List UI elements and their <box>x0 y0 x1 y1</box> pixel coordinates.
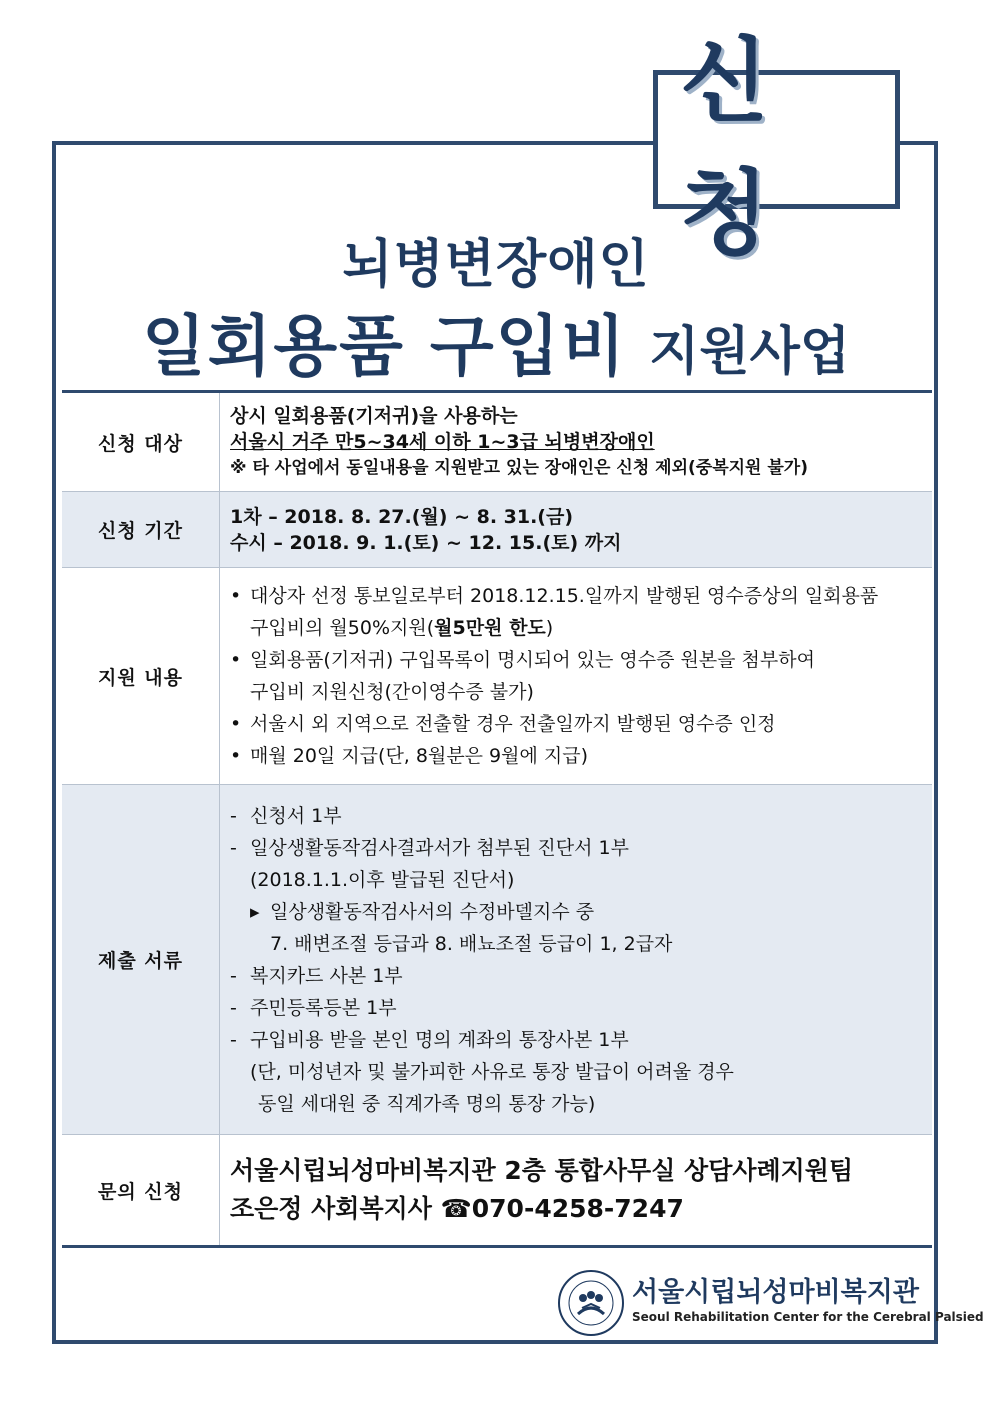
row-inquiry <box>62 1135 932 1247</box>
organization-logo <box>556 1268 984 1340</box>
limit-text: 월5만원 한도 <box>434 617 546 639</box>
label-period: 신청 기간 <box>62 492 220 568</box>
list-item: - 일상생활동작검사결과서가 첨부된 진단서 1부 <box>230 836 629 859</box>
seal-icon <box>556 1268 626 1338</box>
row-target <box>62 392 932 492</box>
period-line1: 1차 – 2018. 8. 27.(월) ~ 8. 31.(금) <box>230 505 574 528</box>
list-item-cont: (단, 미성년자 및 불가피한 사유로 통장 발급이 어려울 경우 <box>250 1060 734 1083</box>
label-inquiry: 문의 신청 <box>62 1135 220 1247</box>
inquiry-line2: 조은정 사회복지사 ☎070-4258-7247 <box>230 1194 684 1223</box>
arrow-icon: ▸ <box>250 900 260 923</box>
list-item: - 구입비용 받을 본인 명의 계좌의 통장사본 1부 <box>230 1028 629 1051</box>
list-item: • 대상자 선정 통보일로부터 2018.12.15.일까지 발행된 영수증상의 일회용품 <box>230 585 879 607</box>
title-line1: 뇌병변장애인 <box>342 235 650 295</box>
content-inquiry <box>220 1135 933 1247</box>
inquiry-line1: 서울시립뇌성마비복지관 2층 통합사무실 상담사례지원팀 <box>230 1156 854 1185</box>
title-sub: 지원사업 <box>649 322 851 382</box>
row-period <box>62 492 932 568</box>
list-item: - 복지카드 사본 1부 <box>230 964 403 987</box>
list-item-cont: 구입비 지원신청(간이영수증 불가) <box>250 681 534 703</box>
title-main: 일회용품 구입비 <box>141 308 628 385</box>
application-stamp <box>653 27 900 267</box>
list-item: • 일회용품(기저귀) 구입목록이 명시되어 있는 영수증 원본을 첨부하여 <box>230 649 815 671</box>
label-docs: 제출 서류 <box>62 785 220 1135</box>
content-docs <box>220 785 933 1135</box>
logo-name-en: Seoul Rehabilitation Center for the Cerebral Palsied <box>632 1310 984 1324</box>
label-support: 지원 내용 <box>62 568 220 785</box>
row-support <box>62 568 932 785</box>
list-item-cont: 7. 배변조절 등급과 8. 배뇨조절 등급이 1, 2급자 <box>270 932 673 955</box>
list-item: - 신청서 1부 <box>230 804 342 827</box>
phone-icon: ☎ <box>440 1194 472 1223</box>
row-docs <box>62 785 932 1135</box>
logo-name-ko: 서울시립뇌성마비복지관 <box>632 1277 919 1308</box>
title-line2 <box>0 293 992 388</box>
list-item-cont: 구입비의 월50%지원(월5만원 한도) <box>250 617 554 639</box>
period-line2: 수시 – 2018. 9. 1.(토) ~ 12. 15.(토) 까지 <box>230 531 622 554</box>
target-note: ※ 타 사업에서 동일내용을 지원받고 있는 장애인은 신청 제외(중복지원 불가) <box>230 458 808 478</box>
label-target: 신청 대상 <box>62 392 220 492</box>
list-item-cont: (2018.1.1.이후 발급된 진단서) <box>250 868 515 891</box>
list-item: • 서울시 외 지역으로 전출할 경우 전출일까지 발행된 영수증 인정 <box>230 713 776 735</box>
target-line1: 상시 일회용품(기저귀)을 사용하는 <box>230 405 518 427</box>
content-support <box>220 568 933 785</box>
content-target <box>220 392 933 492</box>
list-item: • 매월 20일 지급(단, 8월분은 9월에 지급) <box>230 745 589 767</box>
target-line2: 서울시 거주 만5~34세 이하 1~3급 뇌병변장애인 <box>230 431 655 453</box>
list-item-cont: 동일 세대원 중 직계가족 명의 통장 가능) <box>258 1092 596 1115</box>
list-item-sub: ▸ 일상생활동작검사서의 수정바델지수 중 <box>230 896 932 928</box>
info-table <box>62 390 932 1248</box>
stamp-text: 신 청 <box>680 27 791 267</box>
phone-number: 070-4258-7247 <box>471 1194 684 1223</box>
list-item: - 주민등록등본 1부 <box>230 996 397 1019</box>
content-period <box>220 492 933 568</box>
